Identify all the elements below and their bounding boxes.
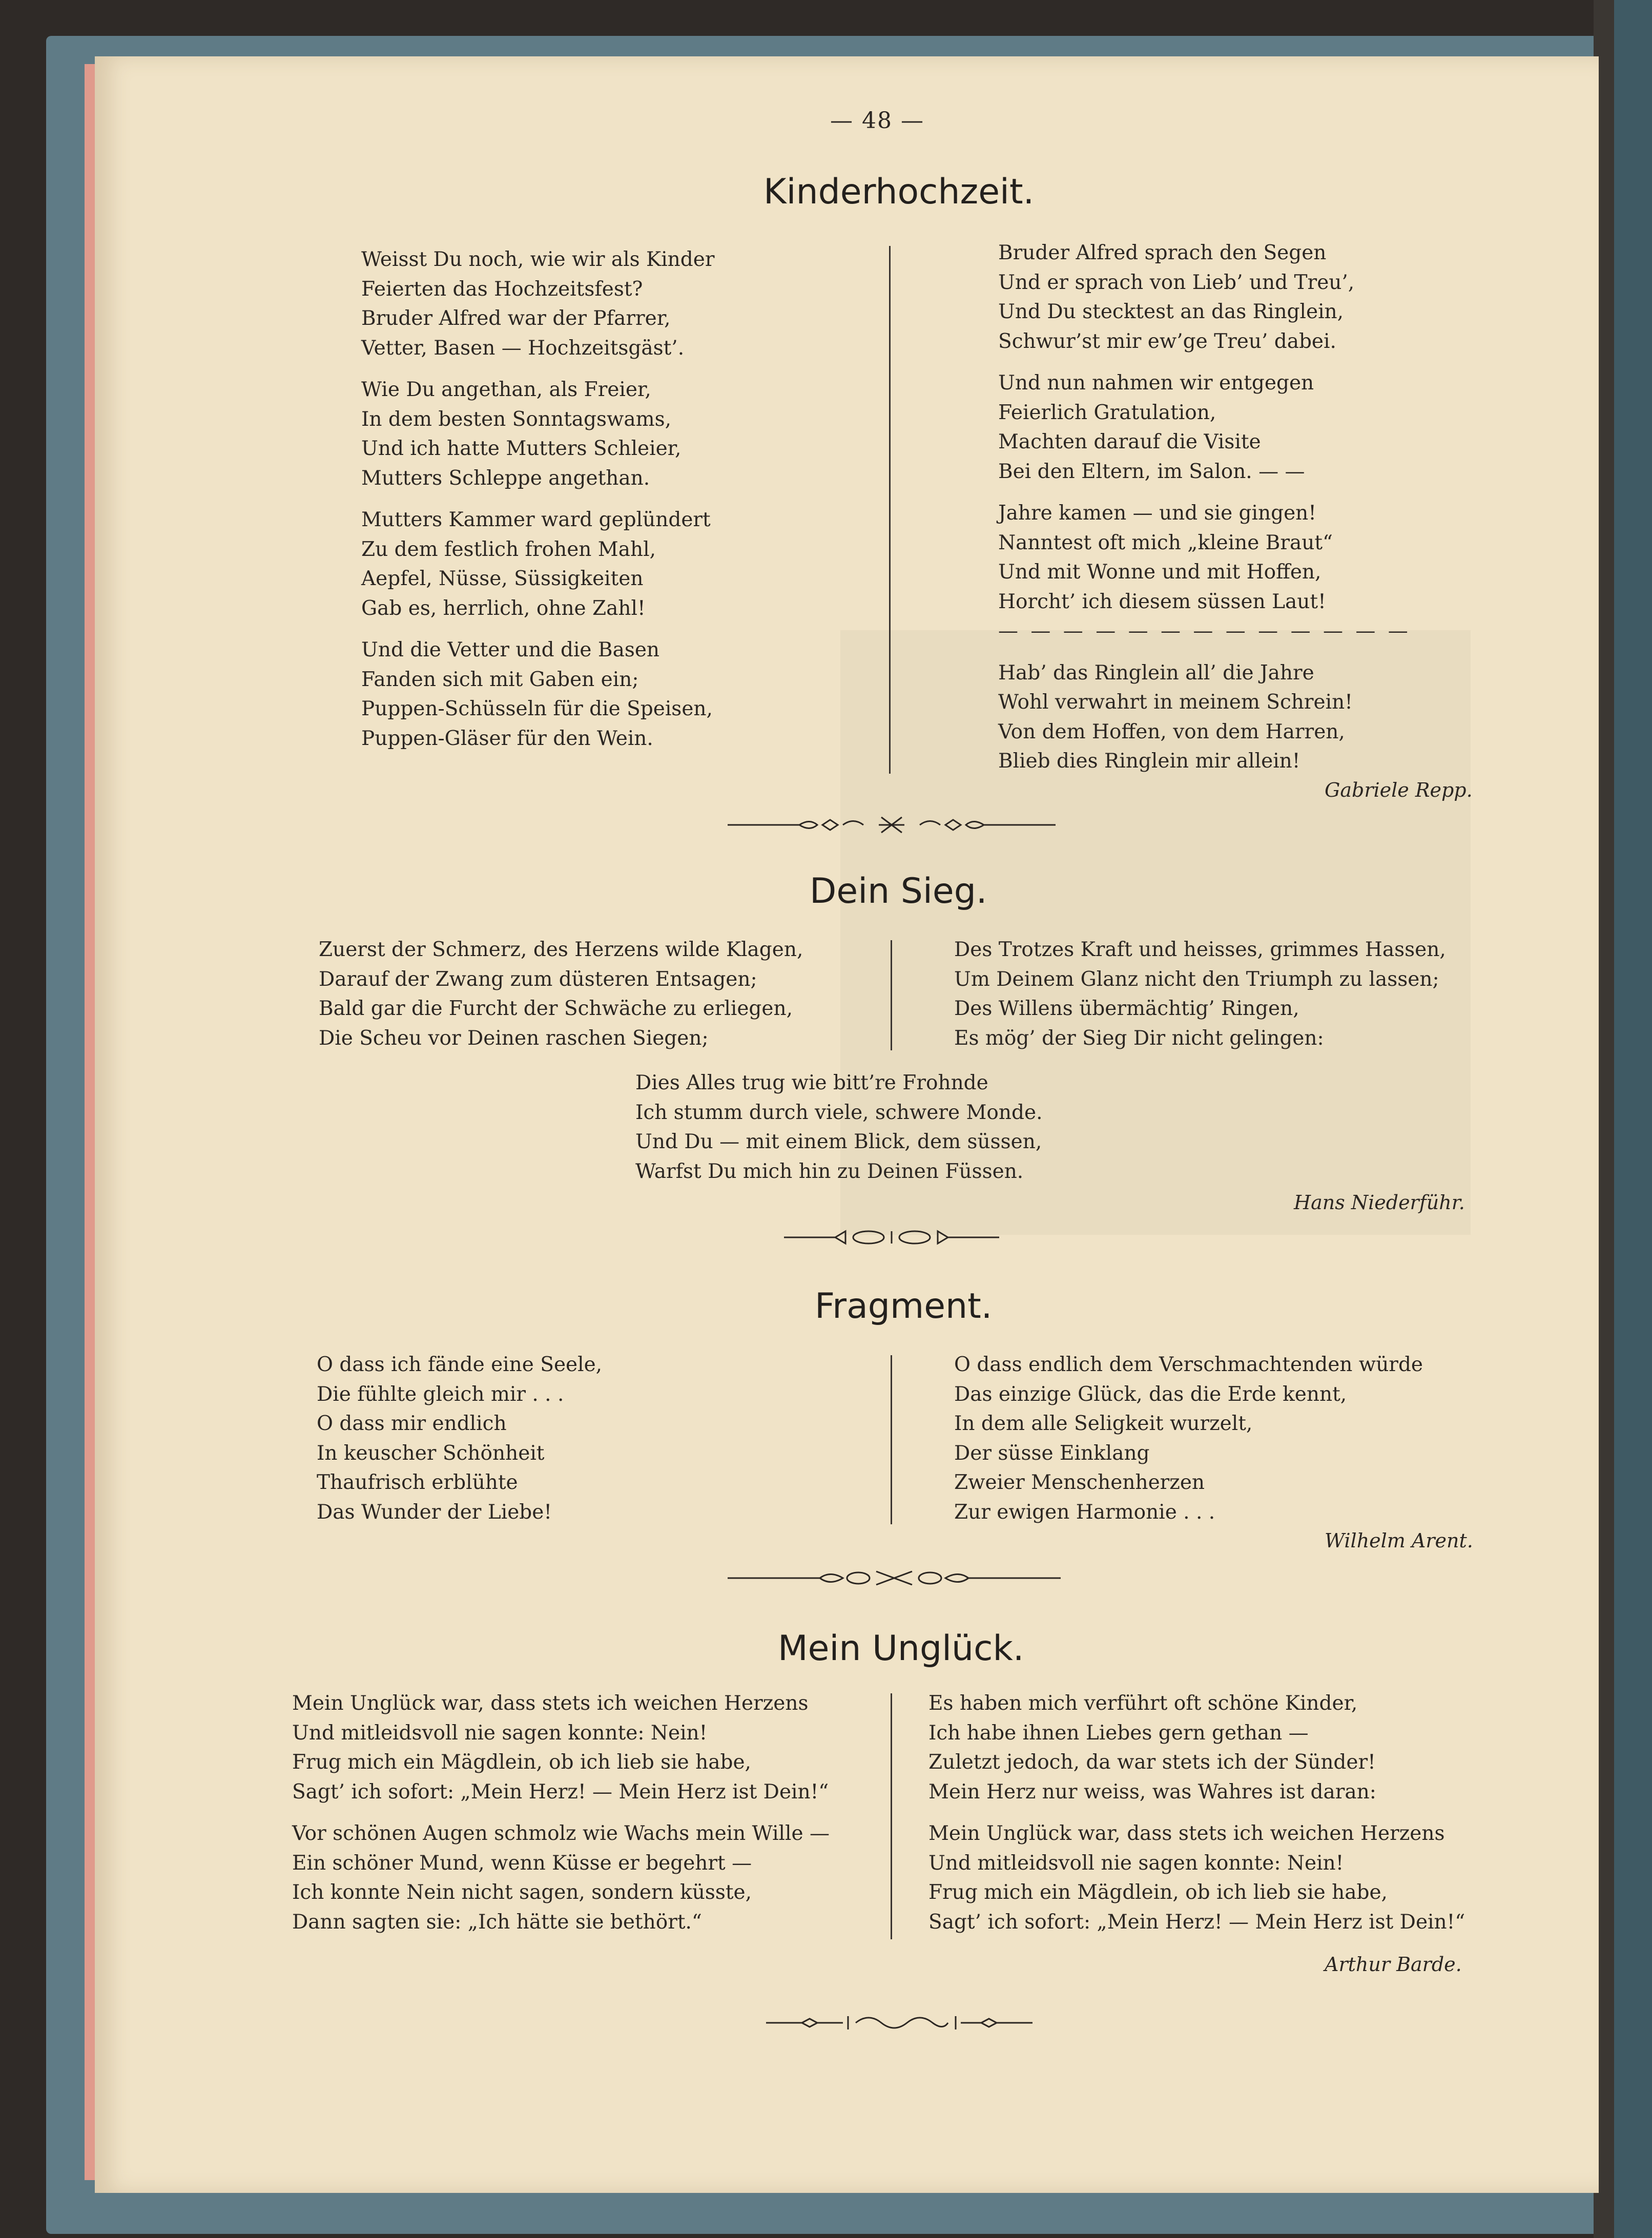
verse-line: Vor schönen Augen schmolz wie Wachs mein Wille —: [292, 1822, 830, 1845]
verse-line: Die fühlte gleich mir . . .: [317, 1382, 564, 1406]
author-signature: Arthur Barde.: [1325, 1953, 1462, 1976]
verse-line: Zuletzt jedoch, da war stets ich der Sünder!: [928, 1751, 1376, 1774]
verse-line: Sagt’ ich sofort: „Mein Herz! — Mein Herz ist Dein!“: [928, 1910, 1465, 1934]
verse-line: Hab’ das Ringlein all’ die Jahre: [998, 661, 1314, 685]
poem1-right-column: [998, 238, 1411, 789]
verse-line: Feierten das Hochzeitsfest?: [361, 277, 643, 301]
verse-line: In dem alle Seligkeit wurzelt,: [954, 1412, 1253, 1435]
verse-line: Und mitleidsvoll nie sagen konnte: Nein!: [928, 1851, 1344, 1875]
stanza: [319, 935, 803, 1053]
verse-line: Gab es, herrlich, ohne Zahl!: [361, 596, 646, 620]
verse-line: Schwur’st mir ew’ge Treu’ dabei.: [998, 329, 1336, 353]
ornament-divider: [728, 1565, 1061, 1591]
verse-line: Horcht’ ich diesem süssen Laut!: [998, 590, 1326, 613]
verse-line: Weisst Du noch, wie wir als Kinder: [361, 248, 715, 271]
verse-line: Und er sprach von Lieb’ und Treu’,: [998, 271, 1355, 294]
verse-line: Jahre kamen — und sie gingen!: [998, 502, 1316, 525]
verse-line: Die Scheu vor Deinen raschen Siegen;: [319, 1026, 709, 1050]
verse-line: Das einzige Glück, das die Erde kennt,: [954, 1382, 1347, 1406]
verse-line: Ich habe ihnen Liebes gern gethan —: [928, 1721, 1309, 1745]
verse-line: Mein Unglück war, dass stets ich weichen Herzens: [928, 1822, 1445, 1845]
poem-title-dein-sieg: Dein Sieg.: [810, 871, 987, 911]
poem2-right-column: [954, 935, 1446, 1065]
verse-line: Zweier Menschenherzen: [954, 1471, 1205, 1494]
verse-line: Frug mich ein Mägdlein, ob ich lieb sie habe,: [292, 1751, 751, 1774]
page-number: — 48 —: [830, 108, 924, 134]
verse-line: Von dem Hoffen, von dem Harren,: [998, 720, 1345, 743]
poem1-left-column: [361, 245, 714, 765]
poem4-right-column: [928, 1689, 1465, 1949]
stanza: [998, 499, 1411, 616]
verse-line: Des Willens übermächtig’ Ringen,: [954, 997, 1299, 1020]
verse-line: Zu dem festlich frohen Mahl,: [361, 537, 656, 561]
verse-line: Machten darauf die Visite: [998, 430, 1261, 453]
author-signature: Wilhelm Arent.: [1325, 1529, 1473, 1552]
stanza: [954, 935, 1446, 1053]
verse-line: In keuscher Schönheit: [317, 1441, 545, 1465]
verse-line: Ich stumm durch viele, schwere Monde.: [635, 1101, 1043, 1124]
stanza: [998, 238, 1411, 356]
verse-line: Warfst Du mich hin zu Deinen Füssen.: [635, 1159, 1024, 1183]
verse-line: Bruder Alfred war der Pfarrer,: [361, 307, 671, 330]
verse-line: Und mitleidsvoll nie sagen konnte: Nein!: [292, 1721, 708, 1745]
stanza: [954, 1350, 1423, 1527]
verse-line: Mein Unglück war, dass stets ich weichen Herzens: [292, 1692, 809, 1715]
poem4-left-column: [292, 1689, 830, 1949]
verse-line: Es mög’ der Sieg Dir nicht gelingen:: [954, 1026, 1324, 1050]
verse-line: Und nun nahmen wir entgegen: [998, 371, 1314, 395]
dash-separator: — — — — — — — — — — — — —: [998, 619, 1411, 643]
poem2-left-column: [319, 935, 803, 1065]
stanza: [635, 1068, 1042, 1186]
stanza: [317, 1350, 602, 1527]
verse-line: Sagt’ ich sofort: „Mein Herz! — Mein Herz ist Dein!“: [292, 1780, 829, 1804]
verse-line: Der süsse Einklang: [954, 1441, 1150, 1465]
verse-line: Zuerst der Schmerz, des Herzens wilde Klagen,: [319, 938, 803, 961]
verse-line: Es haben mich verführt oft schöne Kinder,: [928, 1692, 1358, 1715]
poem2-center-column: [635, 1068, 1042, 1198]
verse-line: Blieb dies Ringlein mir allein!: [998, 750, 1300, 773]
ornament-divider: [784, 1227, 999, 1248]
stanza: [928, 1819, 1465, 1937]
stanza: [361, 245, 714, 363]
verse-line: Dies Alles trug wie bitt’re Frohnde: [635, 1071, 988, 1094]
verse-line: Und mit Wonne und mit Hoffen,: [998, 561, 1321, 584]
column-divider: [889, 246, 891, 774]
book-spine-edge: [1614, 0, 1652, 2238]
verse-line: Um Deinem Glanz nicht den Triumph zu lassen;: [954, 967, 1439, 991]
verse-line: Und ich hatte Mutters Schleier,: [361, 437, 682, 460]
column-divider: [891, 1355, 892, 1524]
verse-line: Aepfel, Nüsse, Süssigkeiten: [361, 567, 644, 590]
verse-line: Puppen-Gläser für den Wein.: [361, 727, 653, 750]
ornament-divider: [766, 2010, 1032, 2036]
author-signature: Hans Niederführ.: [1294, 1191, 1465, 1214]
stanza: [292, 1689, 830, 1807]
verse-line: O dass mir endlich: [317, 1412, 507, 1435]
stanza: [361, 635, 714, 753]
poem-title-kinderhochzeit: Kinderhochzeit.: [763, 172, 1035, 212]
verse-line: Bei den Eltern, im Salon. — —: [998, 460, 1305, 483]
verse-line: Thaufrisch erblühte: [317, 1471, 518, 1494]
verse-line: Bruder Alfred sprach den Segen: [998, 241, 1327, 264]
poem-title-mein-unglueck: Mein Unglück.: [778, 1628, 1024, 1669]
verse-line: Fanden sich mit Gaben ein;: [361, 668, 639, 691]
verse-line: Mein Herz nur weiss, was Wahres ist daran:: [928, 1780, 1376, 1804]
verse-line: Mutters Kammer ward geplündert: [361, 508, 711, 531]
verse-line: Vetter, Basen — Hochzeitsgäst’.: [361, 336, 685, 360]
verse-line: Des Trotzes Kraft und heisses, grimmes Hassen,: [954, 938, 1446, 961]
stanza: [998, 368, 1411, 486]
stanza: [361, 375, 714, 493]
column-divider: [891, 940, 892, 1050]
verse-line: Und Du stecktest an das Ringlein,: [998, 300, 1344, 323]
stanza: [292, 1819, 830, 1937]
column-divider: [891, 1693, 892, 1939]
verse-line: Feierlich Gratulation,: [998, 401, 1216, 424]
verse-line: Frug mich ein Mägdlein, ob ich lieb sie habe,: [928, 1881, 1388, 1904]
verse-line: Dann sagten sie: „Ich hätte sie bethört.“: [292, 1910, 702, 1934]
poem3-left-column: [317, 1350, 602, 1539]
verse-line: Und die Vetter und die Basen: [361, 638, 660, 661]
verse-line: Nanntest oft mich „kleine Braut“: [998, 531, 1333, 554]
verse-line: Und Du — mit einem Blick, dem süssen,: [635, 1130, 1042, 1153]
verse-line: Darauf der Zwang zum düsteren Entsagen;: [319, 967, 757, 991]
verse-line: O dass ich fände eine Seele,: [317, 1353, 603, 1376]
verse-line: O dass endlich dem Verschmachtenden würde: [954, 1353, 1423, 1376]
verse-line: Wie Du angethan, als Freier,: [361, 378, 651, 401]
verse-line: In dem besten Sonntagswams,: [361, 407, 672, 431]
ornament-divider: [728, 812, 1056, 838]
stanza: [928, 1689, 1465, 1807]
verse-line: Zur ewigen Harmonie . . .: [954, 1500, 1215, 1524]
stanza: [361, 505, 714, 623]
poem3-right-column: [954, 1350, 1423, 1539]
verse-line: Mutters Schleppe angethan.: [361, 466, 650, 490]
poem-title-fragment: Fragment.: [815, 1286, 993, 1327]
author-signature: Gabriele Repp.: [1325, 779, 1473, 801]
verse-line: Das Wunder der Liebe!: [317, 1500, 552, 1524]
verse-line: Ein schöner Mund, wenn Küsse er begehrt —: [292, 1851, 752, 1875]
verse-line: Puppen-Schüsseln für die Speisen,: [361, 697, 713, 720]
verse-line: Ich konnte Nein nicht sagen, sondern küsste,: [292, 1881, 752, 1904]
stanza: [998, 658, 1411, 776]
verse-line: Bald gar die Furcht der Schwäche zu erliegen,: [319, 997, 793, 1020]
verse-line: Wohl verwahrt in meinem Schrein!: [998, 691, 1353, 714]
